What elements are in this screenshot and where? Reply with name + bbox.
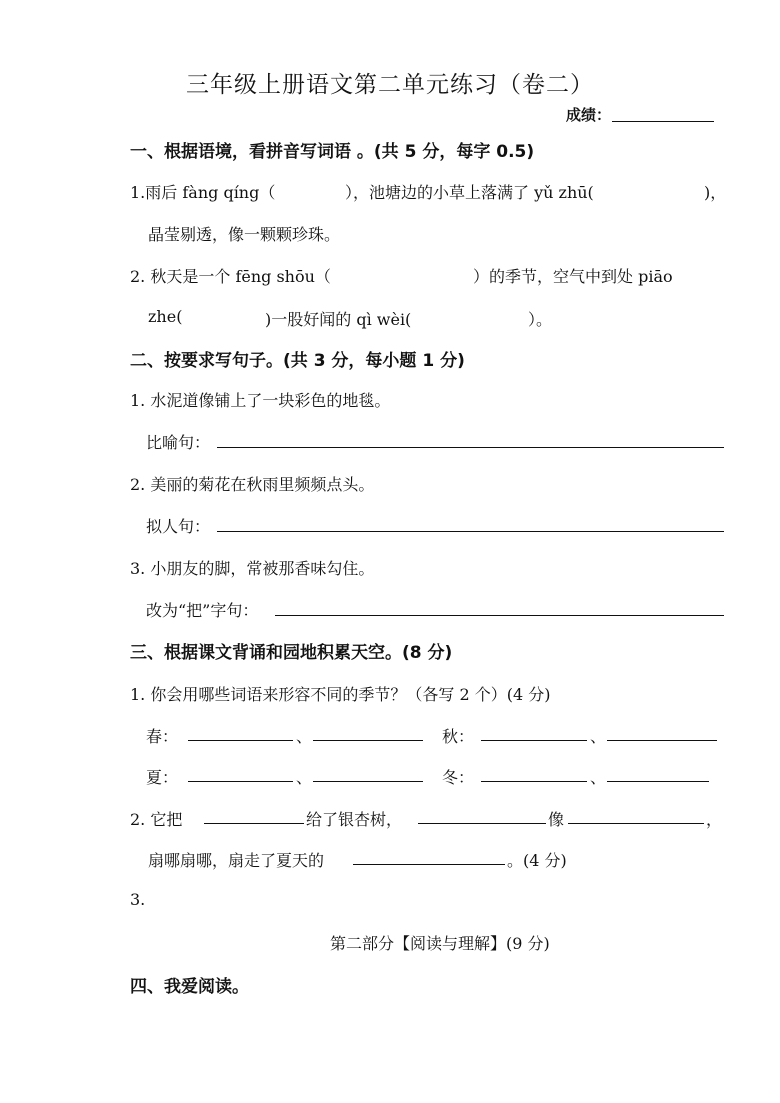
s3-spring-blank-1[interactable] — [188, 740, 293, 741]
s3-q2-text-b: 给了银杏树， — [306, 810, 403, 829]
s1-q1-text-b: ），池塘边的小草上落满了 yǔ zhū( — [345, 183, 594, 202]
s3-separator: 、 — [590, 768, 607, 787]
s3-summer-label: 夏： — [146, 768, 179, 787]
s1-q2-text-e: ）。 — [528, 310, 553, 329]
s3-q1-text: 1. 你会用哪些词语来形容不同的季节？（各写 2 个）(4 分) — [130, 685, 551, 704]
s2-sentence-2: 2. 美丽的菊花在秋雨里频频点头。 — [130, 475, 375, 494]
s3-winter-blank-1[interactable] — [481, 781, 587, 782]
s3-q2-line2-a: 扇哪扇哪，扇走了夏天的 — [148, 851, 325, 870]
s2-sentence-3: 3. 小朋友的脚，常被那香味勾住。 — [130, 559, 375, 578]
s2-label-1: 比喻句： — [146, 433, 211, 452]
s1-q2-text-a: 2. 秋天是一个 fēng shōu（ — [130, 267, 331, 286]
s3-q2-blank-2[interactable] — [418, 823, 546, 824]
s1-q2-text-d: )一股好闻的 qì wèi( — [265, 310, 412, 329]
s3-autumn-blank-2[interactable] — [607, 740, 717, 741]
s2-sentence-1: 1. 水泥道像铺上了一块彩色的地毯。 — [130, 391, 391, 410]
s2-label-2: 拟人句： — [146, 517, 211, 536]
s3-q2-text-a: 2. 它把 — [130, 810, 183, 829]
section2-heading: 二、按要求写句子。(共 3 分，每小题 1 分) — [130, 351, 465, 371]
s3-separator: 、 — [296, 768, 313, 787]
s3-winter-blank-2[interactable] — [607, 781, 709, 782]
s3-q2-blank-3[interactable] — [568, 823, 704, 824]
s3-summer-blank-1[interactable] — [188, 781, 293, 782]
s1-q1-text-c: )， — [704, 183, 727, 202]
page-title: 三年级上册语文第二单元练习（卷二） — [186, 72, 594, 98]
section1-heading: 一、根据语境，看拼音写词语 。(共 5 分，每字 0.5) — [130, 142, 535, 162]
s1-q2-text-c: zhe( — [148, 307, 183, 326]
s3-autumn-label: 秋： — [442, 727, 475, 746]
s3-q3-number: 3. — [130, 890, 146, 909]
section3-heading: 三、根据课文背诵和园地积累天空。(8 分) — [130, 643, 453, 663]
s2-label-3: 改为“把”字句： — [146, 601, 259, 620]
part2-heading: 第二部分【阅读与理解】(9 分) — [330, 934, 550, 953]
score-blank[interactable] — [612, 121, 714, 122]
s3-winter-label: 冬： — [442, 768, 475, 787]
s3-q2-text-d: ， — [706, 810, 723, 829]
s1-q2-text-b: ）的季节，空气中到处 piāo — [473, 267, 673, 286]
s3-autumn-blank-1[interactable] — [481, 740, 587, 741]
s3-separator: 、 — [296, 727, 313, 746]
s3-q2-text-c: 像 — [548, 810, 565, 829]
s3-q2-line2-b: 。(4 分) — [507, 851, 567, 870]
s3-separator: 、 — [590, 727, 607, 746]
s3-q2-blank-4[interactable] — [353, 864, 505, 865]
s3-summer-blank-2[interactable] — [313, 781, 423, 782]
s3-spring-label: 春： — [146, 727, 179, 746]
s3-spring-blank-2[interactable] — [313, 740, 423, 741]
s1-q1-text-a: 1.雨后 fàng qíng（ — [130, 183, 276, 202]
s3-q2-blank-1[interactable] — [204, 823, 304, 824]
s2-answer-line-1[interactable] — [217, 447, 724, 448]
s2-answer-line-3[interactable] — [275, 615, 724, 616]
section4-heading: 四、我爱阅读。 — [130, 977, 249, 997]
s2-answer-line-2[interactable] — [217, 531, 724, 532]
score-label: 成绩： — [566, 106, 612, 124]
s1-q1-line2: 晶莹剔透，像一颗颗珍珠。 — [148, 225, 341, 244]
